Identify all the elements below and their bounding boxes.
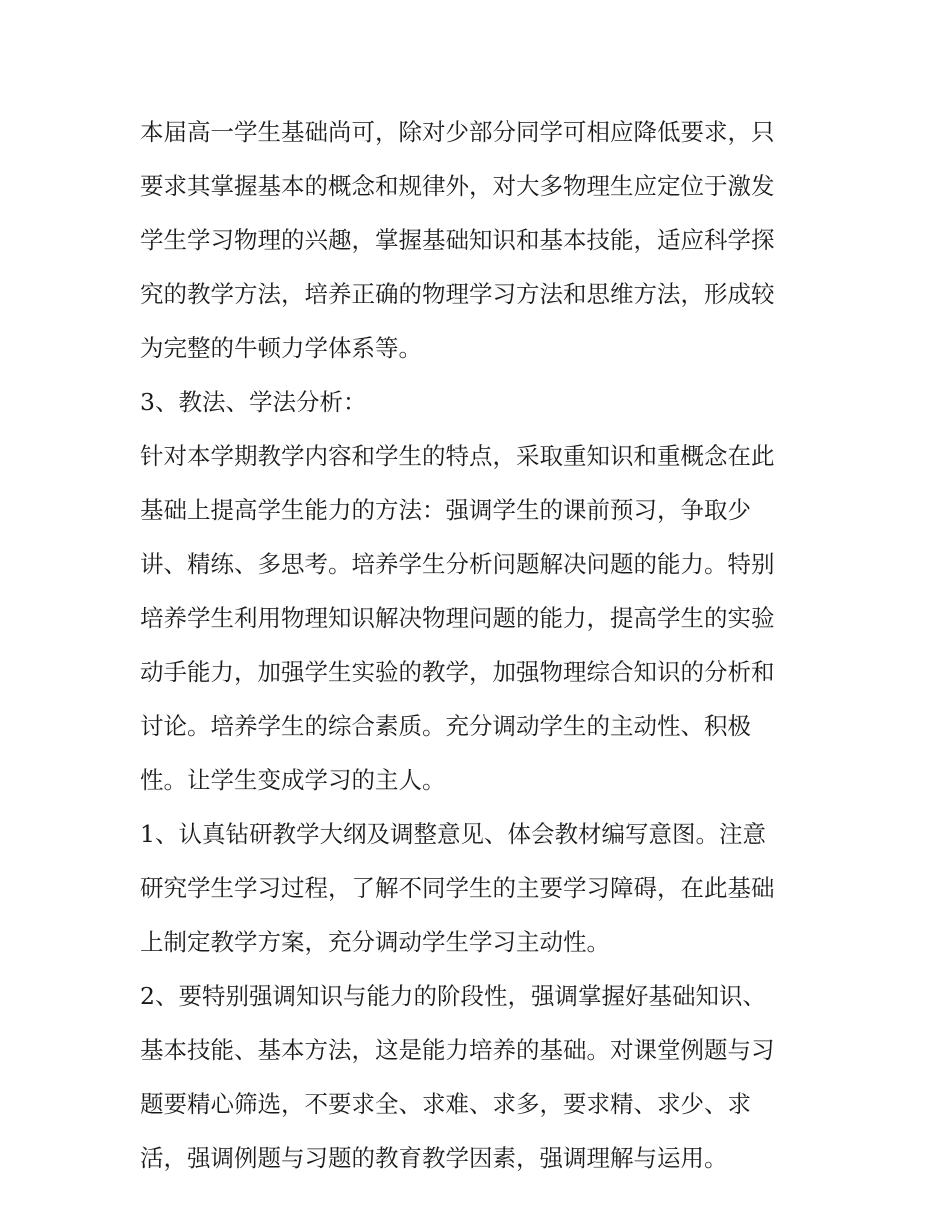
text-line: 究的教学方法，培养正确的物理学习方法和思维方法，形成较 bbox=[140, 280, 775, 308]
text-line: 研究学生学习过程，了解不同学生的主要学习障碍，在此基础 bbox=[140, 874, 775, 902]
text-line: 性。让学生变成学习的主人。 bbox=[140, 766, 446, 794]
text-line: 2、要特别强调知识与能力的阶段性，强调掌握好基础知识、 bbox=[140, 982, 766, 1010]
text-line: 题要精心筛选，不要求全、求难、求多，要求精、求少、求 bbox=[140, 1090, 751, 1118]
text-line: 本届高一学生基础尚可，除对少部分同学可相应降低要求，只 bbox=[140, 118, 775, 146]
paragraph-student-analysis bbox=[140, 105, 820, 375]
text-line: 讨论。培养学生的综合素质。充分调动学生的主动性、积极 bbox=[140, 712, 751, 740]
paragraph-item-1 bbox=[140, 807, 820, 969]
text-line: 要求其掌握基本的概念和规律外，对大多物理生应定位于激发 bbox=[140, 172, 775, 200]
paragraph-item-2 bbox=[140, 969, 820, 1185]
section-heading-teaching-methods bbox=[140, 375, 820, 429]
text-line: 针对本学期教学内容和学生的特点，采取重知识和重概念在此 bbox=[140, 442, 775, 470]
text-line: 1、认真钻研教学大纲及调整意见、体会教材编写意图。注意 bbox=[140, 820, 766, 848]
paragraph-methods bbox=[140, 429, 820, 807]
text-line: 上制定教学方案，充分调动学生学习主动性。 bbox=[140, 928, 610, 956]
text-line: 学生学习物理的兴趣，掌握基础知识和基本技能，适应科学探 bbox=[140, 226, 775, 254]
text-line: 基本技能、基本方法，这是能力培养的基础。对课堂例题与习 bbox=[140, 1036, 775, 1064]
text-line: 讲、精练、多思考。培养学生分析问题解决问题的能力。特别 bbox=[140, 550, 775, 578]
text-line: 动手能力，加强学生实验的教学，加强物理综合知识的分析和 bbox=[140, 658, 775, 686]
text-line: 培养学生利用物理知识解决物理问题的能力，提高学生的实验 bbox=[140, 604, 775, 632]
text-line: 为完整的牛顿力学体系等。 bbox=[140, 334, 422, 362]
text-line: 活，强调例题与习题的教育教学因素，强调理解与运用。 bbox=[140, 1144, 728, 1172]
section-heading: 3、教法、学法分析： bbox=[140, 388, 367, 416]
text-line: 基础上提高学生能力的方法：强调学生的课前预习，争取少 bbox=[140, 496, 751, 524]
document-body bbox=[140, 105, 820, 1185]
